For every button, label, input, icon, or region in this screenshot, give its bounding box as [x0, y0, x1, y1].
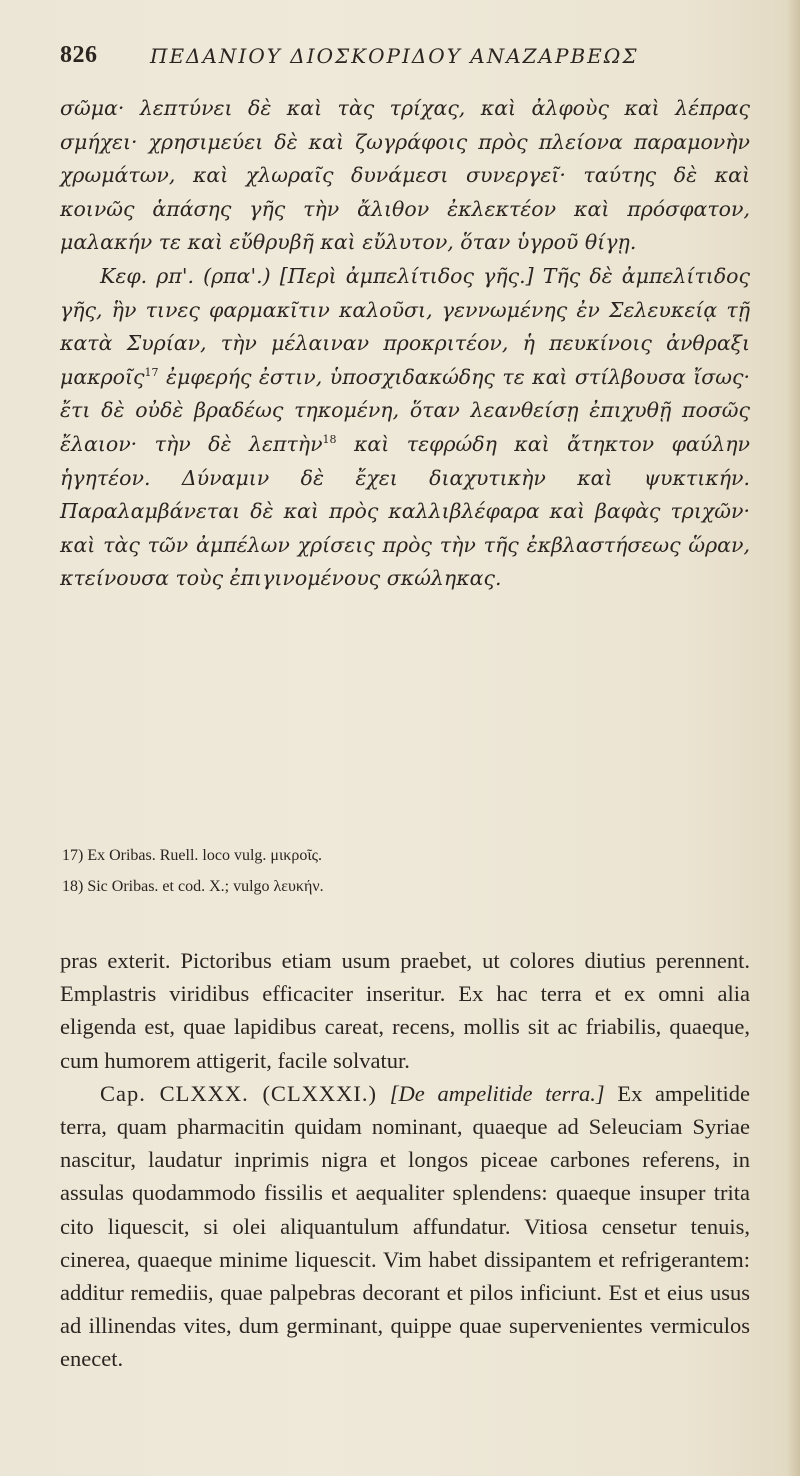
footnote-text: Ex Oribas. Ruell. loco vulg. μικροῖς. — [87, 847, 322, 864]
greek-text-segment: Τῆς δὲ ἀμπελίτιδος γῆς, ἣν τινες φαρμακῖτιν καλοῦσι, γεννωμένης ἐν Σελευκείᾳ τῇ κατὰ Συρίαν, τὴν μέλαιναν προκριτέον, ἡ πευκίνοις ἀνθραξι μακροῖς — [60, 263, 750, 389]
latin-chapter-title: [De ampelitide terra.] — [389, 1080, 605, 1106]
latin-chapter-paragraph — [60, 1077, 750, 1376]
latin-text-block — [60, 944, 750, 1376]
greek-text-segment: ἐμφερής ἐστιν, ὑποσχιδακώδης τε καὶ στίλβουσα ἴσως· ἔτι δὲ οὐδὲ βραδέως τηκομένη, ὅταν λεανθείσῃ ἐπιχυθῇ ποσῶς ἔλαιον· τὴν δὲ λεπτὴν — [60, 364, 750, 456]
footnote-17 — [60, 840, 750, 871]
footnote-text: Sic Oribas. et cod. X.; vulgo λευκήν. — [87, 878, 324, 895]
greek-text-segment: καὶ τεφρώδη καὶ ἄτηκτον φαύλην ἡγητέον. Δύναμιν δὲ ἔχει διαχυτικὴν καὶ ψυκτικήν. Παραλαμβάνεται δὲ καὶ πρὸς καλλιβλέφαρα καὶ βαφὰς τριχῶν· καὶ τὰς τῶν ἀμπέλων χρίσεις πρὸς τὴν τῆς ἐκβλαστήσεως ὥραν, κτείνουσα τοὺς ἐπιγινομένους σκώληκας. — [60, 431, 750, 591]
footnote-ref-18: 18 — [322, 433, 337, 447]
latin-chapter-heading: Cap. CLXXX. (CLXXXI.) — [100, 1080, 378, 1106]
page-number: 826 — [60, 42, 98, 68]
page-header — [60, 42, 750, 76]
footnote-18 — [60, 871, 750, 902]
footnotes — [60, 840, 750, 902]
greek-paragraph: σῶμα· λεπτύνει δὲ καὶ τὰς τρίχας, καὶ ἀλφοὺς καὶ λέπρας σμήχει· χρησιμεύει δὲ καὶ ζωγράφοις πρὸς πλείονα παραμονὴν χρωμάτων, καὶ χλωραῖς δυνάμεσι συνεργεῖ· ταύτης δὲ καὶ κοινῶς ἁπάσης γῆς τὴν ἄλιθον ἐκλεκτέον καὶ πρόσφατον, μαλακήν τε καὶ εὔθρυβῆ καὶ εὔλυτον, ὅταν ὑγροῦ θίγῃ. — [60, 96, 750, 255]
greek-chapter-heading: Κεφ. ρπ'. (ρπα'.) [Περὶ ἀμπελίτιδος γῆς.] — [100, 263, 534, 288]
footnote-ref-17: 17 — [144, 365, 159, 379]
footnote-label: 18) — [62, 878, 84, 895]
running-head: ΠΕΔΑΝΙΟΥ ΔΙΟΣΚΟΡΙΔΟΥ ΑΝΑΖΑΡΒΕΩΣ — [150, 44, 639, 68]
latin-paragraph: pras exterit. Pictoribus etiam usum praebet, ut colores diutius perennent. Emplastris viridibus efficaciter inseritur. Ex hac terra et ex omni alia eligenda est, quae lapidibus careat, recens, mollis sit ac friabilis, quaeque, cum humorem attigerit, facile solvatur. — [60, 948, 750, 1073]
page-edge-shadow — [786, 0, 800, 1476]
greek-text-block — [60, 92, 750, 596]
latin-text-segment: Ex ampelitide terra, quam pharmacitin quidam nominant, quaeque ad Seleuciam Syriae nascitur, laudatur inprimis nigra et longos piceae carbones referens, in assulas quodammodo fissilis et aequaliter splendens: quaeque insuper trita cito liquescit, si olei aliquantulum affundatur. Vitiosa censetur tenuis, cinerea, quaeque minime liquescit. Vim habet dissipantem et refrigerantem: additur remediis, quae palpebras decorant et pilos inficiunt. Est et eius usus ad illinendas vites, dum germinant, quippe quae supervenientes vermiculos enecet. — [60, 1080, 751, 1372]
greek-chapter-paragraph — [60, 260, 750, 596]
footnote-label: 17) — [62, 847, 84, 864]
